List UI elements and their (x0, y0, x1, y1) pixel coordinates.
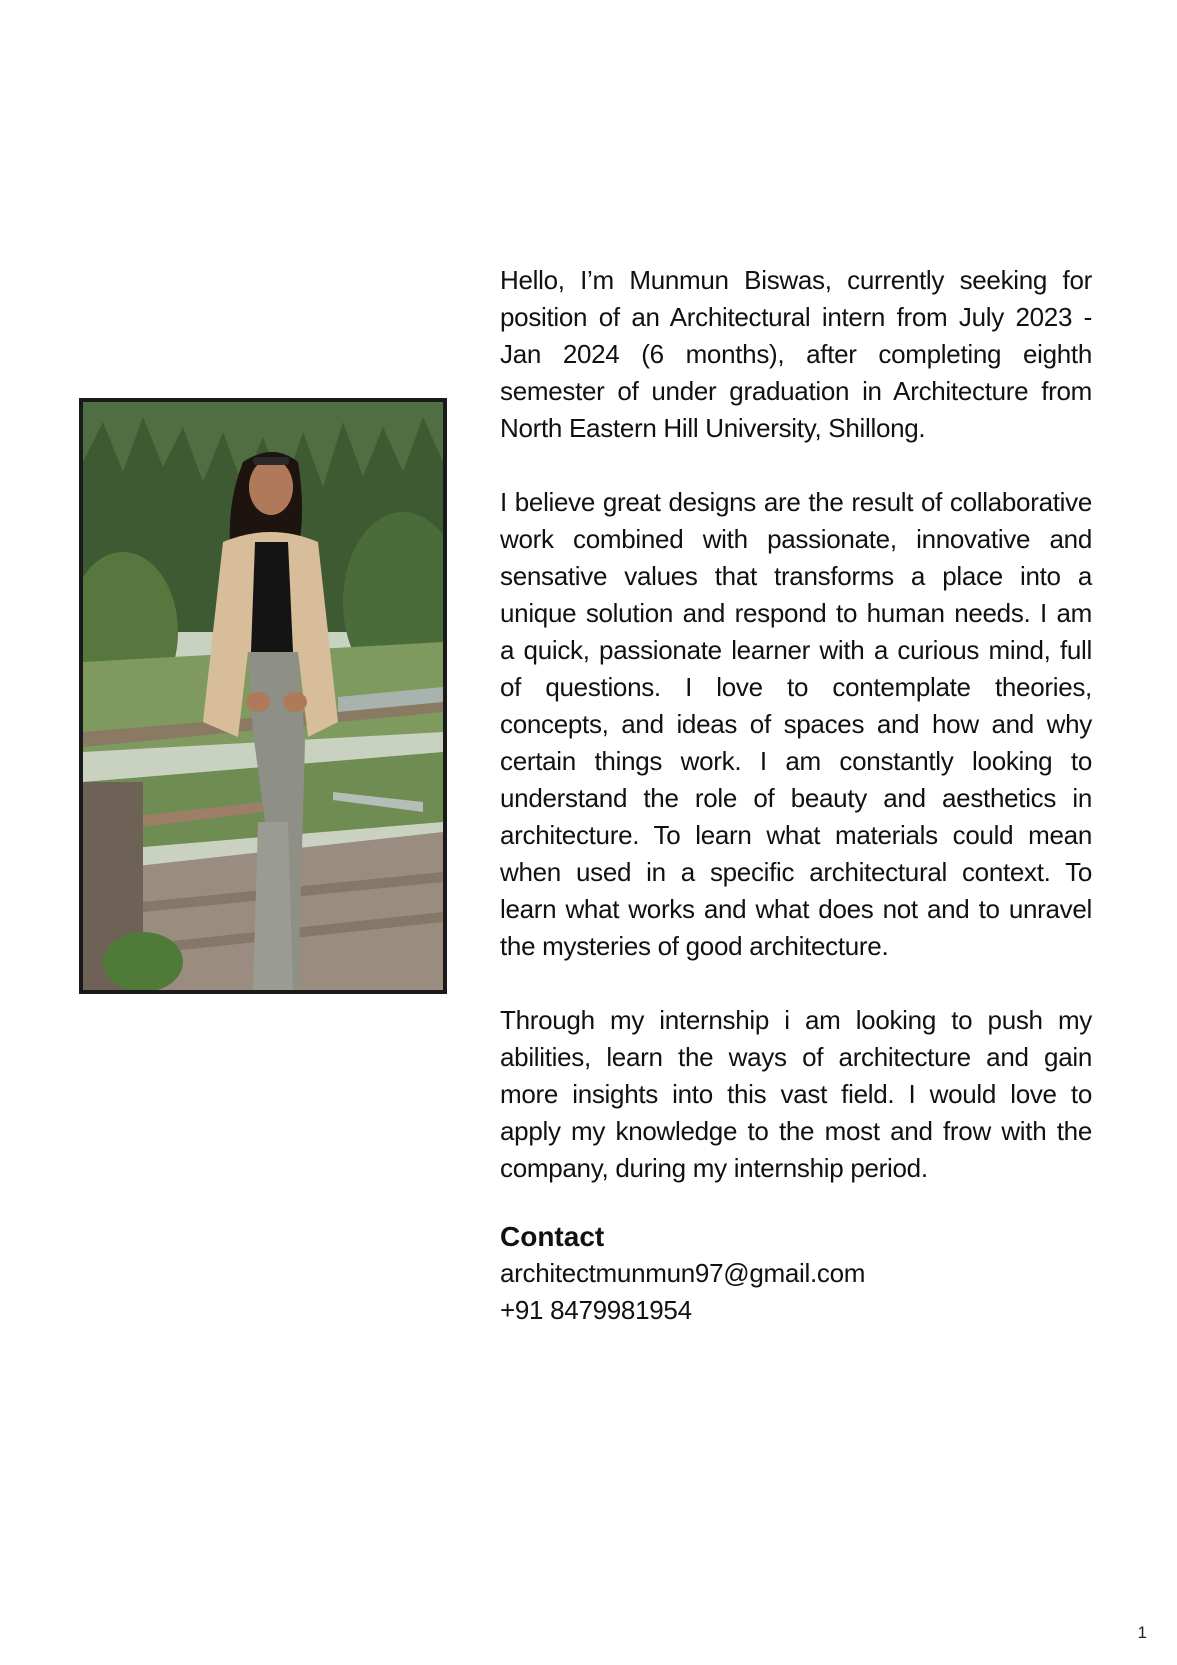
bio-section (500, 262, 1092, 1329)
page-number: 1 (1137, 1623, 1147, 1642)
bio-goals: Through my internship i am looking to push my abilities, learn the ways of architecture and gain more insights into this vast field. I would love to apply my knowledge to the most and frow with the company, during my internship period. (500, 1005, 1092, 1183)
portrait-photo (79, 398, 447, 994)
contact-email[interactable]: architectmunmun97@gmail.com (500, 1258, 866, 1288)
contact-phone[interactable]: +91 8479981954 (500, 1295, 692, 1325)
contact-section (500, 1219, 1092, 1329)
contact-heading: Contact (500, 1221, 605, 1252)
bio-philosophy: I believe great designs are the result of collaborative work combined with passionate, innovative and sensative values that transforms a place into a unique solution and respond to human needs. I am a quick, passionate learner with a curious mind, full of questions. I love to contemplate theories, concepts, and ideas of spaces and how and why certain things work. I am constantly looking to understand the role of beauty and aesthetics in architecture. To learn what materials could mean when used in a specific architectural context. To learn what works and what does not and to unravel the mysteries of good architecture. (500, 487, 1092, 961)
bio-intro: Hello, I’m Munmun Biswas, currently seeking for position of an Architectural intern from July 2023 - Jan 2024 (6 months), after completing eighth semester of under graduation in Architecture from North Eastern Hill University, Shillong. (500, 265, 1092, 443)
portrait-illustration (83, 402, 443, 990)
